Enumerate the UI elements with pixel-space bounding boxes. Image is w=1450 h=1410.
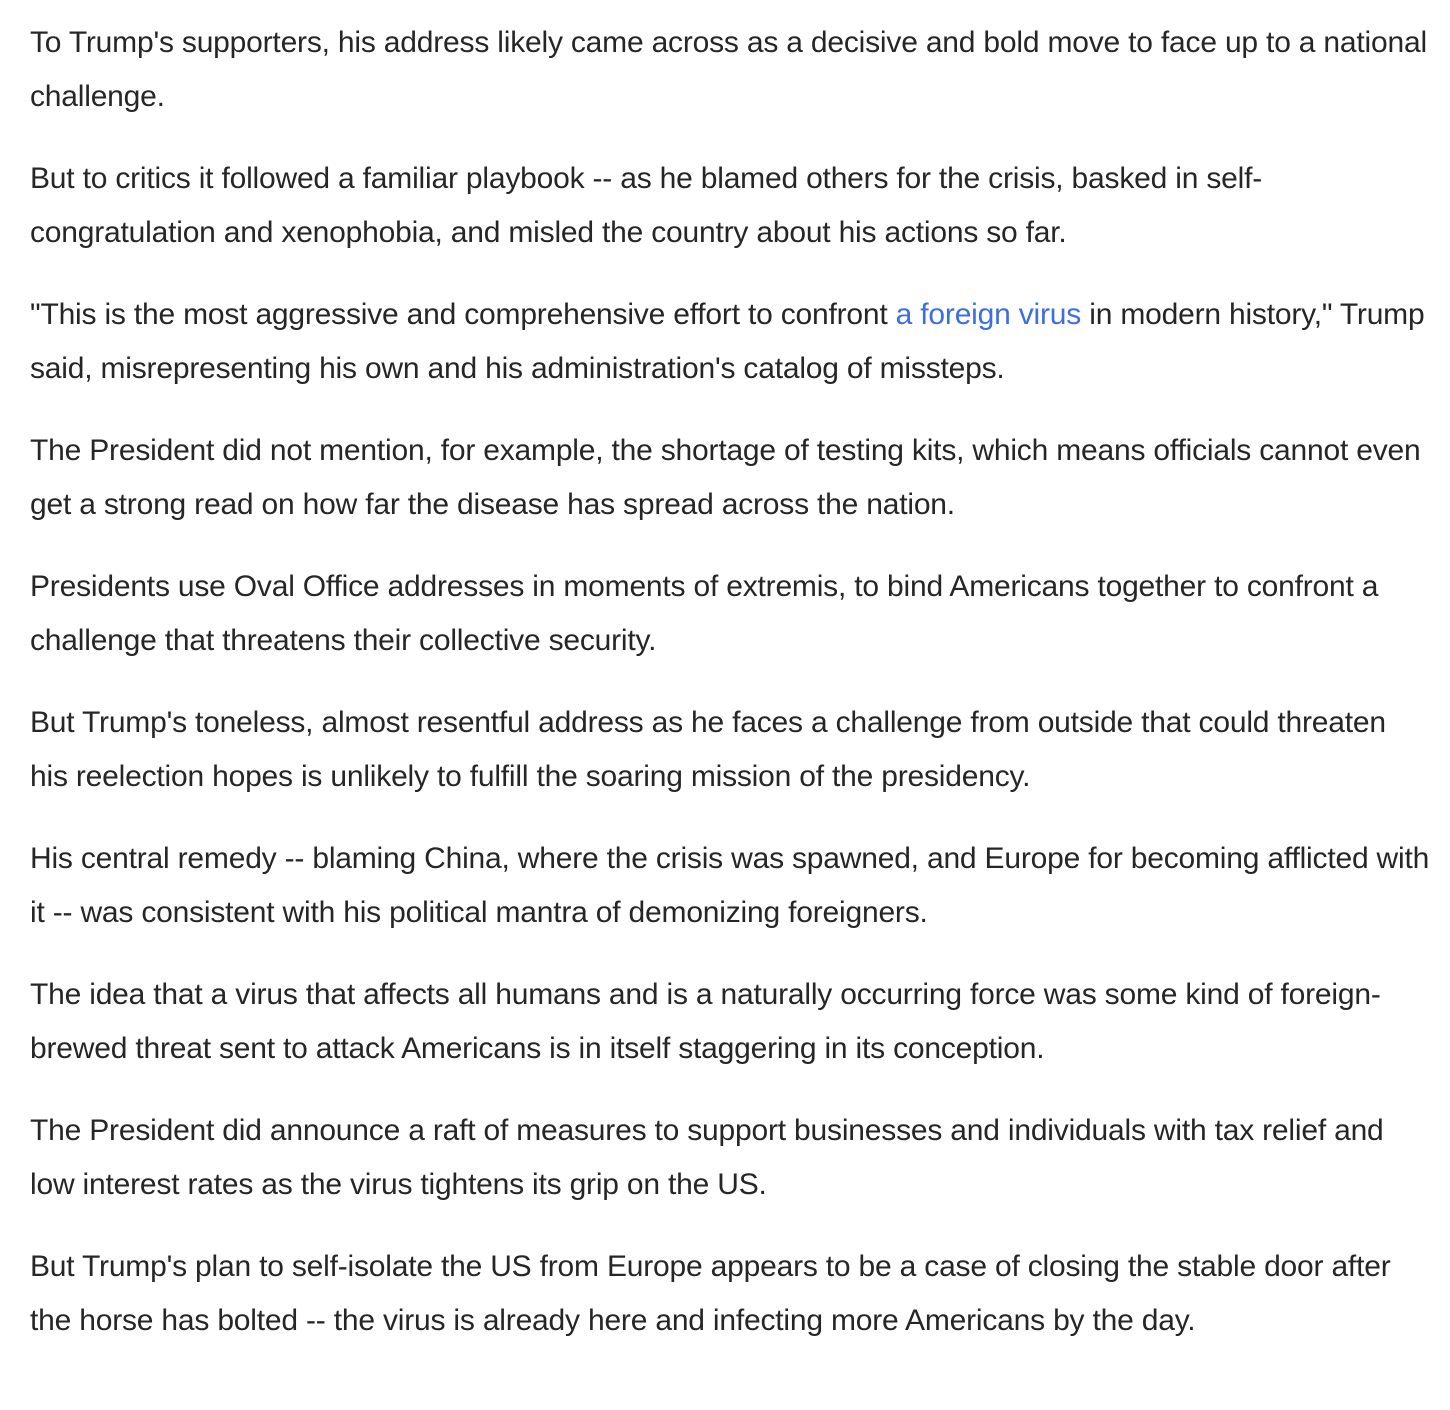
- article-paragraph-3: [30, 288, 1430, 396]
- paragraph-3-text-after: in modern history," Trump said, misrepresenting his own and his administration's catalog of missteps.: [30, 298, 1425, 385]
- article-paragraph-9: The President did announce a raft of measures to support businesses and individuals with tax relief and low interest rates as the virus tightens its grip on the US.: [30, 1114, 1384, 1201]
- article-paragraph-7: His central remedy -- blaming China, where the crisis was spawned, and Europe for becoming afflicted with it -- was consistent with his political mantra of demonizing foreigners.: [30, 842, 1430, 929]
- foreign-virus-link[interactable]: a foreign virus: [895, 298, 1082, 331]
- article-paragraph-2: But to critics it followed a familiar playbook -- as he blamed others for the crisis, basked in self-congratulation and xenophobia, and misled the country about his actions so far.: [30, 162, 1262, 249]
- article-paragraph-1: To Trump's supporters, his address likely came across as a decisive and bold move to face up to a national challenge.: [30, 26, 1427, 113]
- article-paragraph-10: But Trump's plan to self-isolate the US from Europe appears to be a case of closing the stable door after the horse has bolted -- the virus is already here and infecting more Americans by the day.: [30, 1250, 1391, 1337]
- paragraph-3-text-before: "This is the most aggressive and comprehensive effort to confront: [30, 298, 896, 331]
- article-paragraph-5: Presidents use Oval Office addresses in moments of extremis, to bind Americans together to confront a challenge that threatens their collective security.: [30, 570, 1379, 657]
- article-paragraph-6: But Trump's toneless, almost resentful address as he faces a challenge from outside that could threaten his reelection hopes is unlikely to fulfill the soaring mission of the presidency.: [30, 706, 1386, 793]
- article-paragraph-4: The President did not mention, for example, the shortage of testing kits, which means officials cannot even get a strong read on how far the disease has spread across the nation.: [30, 434, 1421, 521]
- article-paragraph-8: The idea that a virus that affects all humans and is a naturally occurring force was some kind of foreign-brewed threat sent to attack Americans is in itself staggering in its conception.: [30, 978, 1381, 1065]
